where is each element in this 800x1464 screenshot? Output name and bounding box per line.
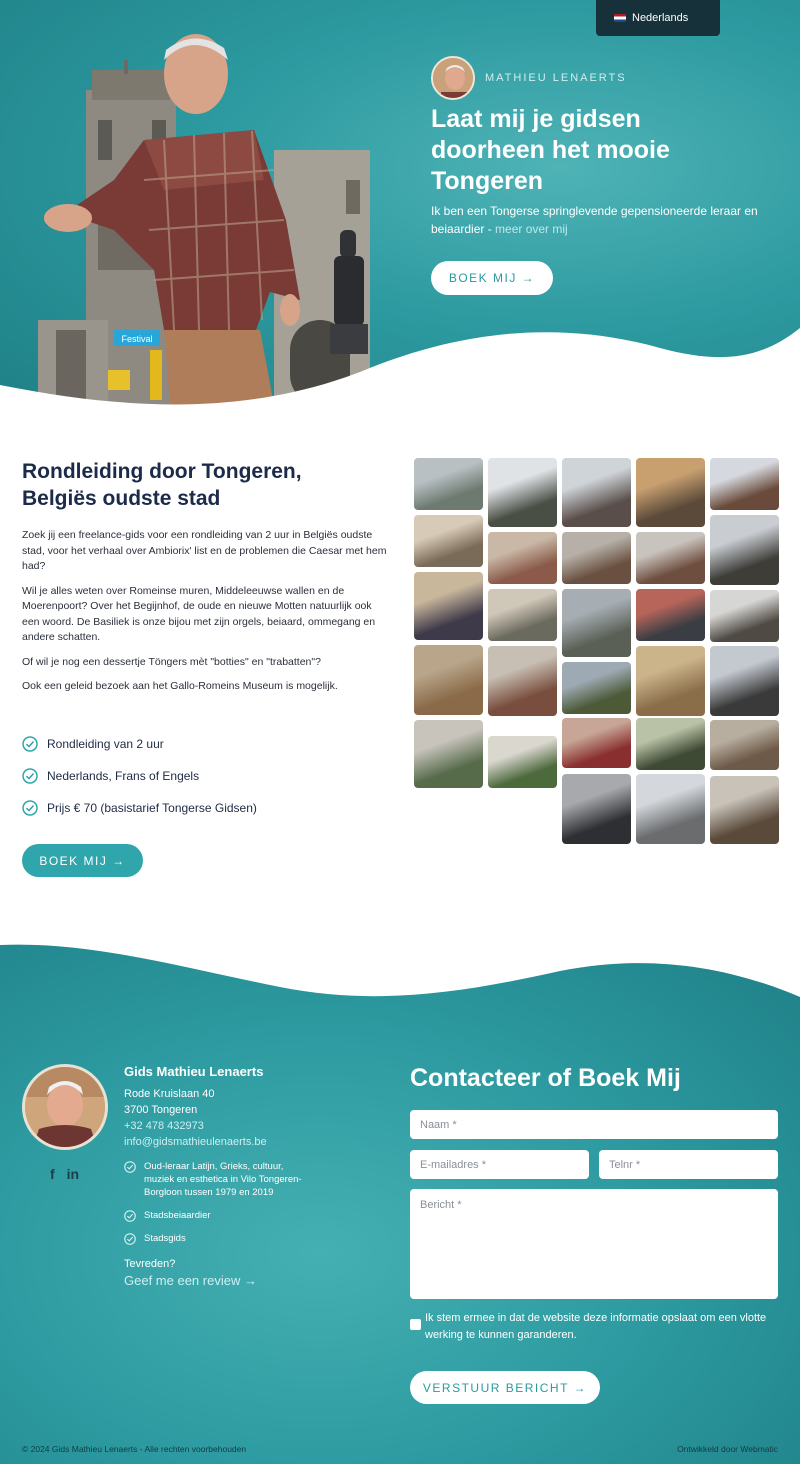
- phone-input[interactable]: [599, 1150, 778, 1179]
- check-circle-icon: [22, 736, 38, 752]
- feature-label: Prijs € 70 (basistarief Tongerse Gidsen): [47, 801, 257, 815]
- gallery-photo[interactable]: [488, 532, 557, 584]
- gallery-photo[interactable]: [636, 718, 705, 770]
- hero-section: [0, 0, 800, 420]
- credential-label: Stadsgids: [144, 1233, 186, 1244]
- gallery-photo[interactable]: [636, 458, 705, 527]
- linkedin-icon[interactable]: in: [66, 1166, 80, 1182]
- feature-item: [22, 792, 257, 824]
- hero-book-button[interactable]: BOEK MIJ →: [431, 261, 553, 295]
- credential-item: [124, 1209, 314, 1222]
- guide-name: Gids Mathieu Lenaerts: [124, 1064, 264, 1079]
- tour-paragraph: Ook een geleid bezoek aan het Gallo-Romeins Museum is mogelijk.: [22, 680, 338, 692]
- gallery-photo[interactable]: [636, 774, 705, 844]
- tour-paragraph: Wil je alles weten over Romeinse muren, Middeleeuwse wallen en de Moerenpoort? Over het Begijnhof, de oude en nieuwe Motten natuurlijk ook een woord. De Basiliek is onze bijou met zijn orgels, beiaard, ommegang en andere schatten.: [22, 584, 376, 643]
- language-switcher[interactable]: [596, 0, 720, 36]
- gallery-photo[interactable]: [710, 515, 779, 585]
- gallery-photo[interactable]: [488, 736, 557, 788]
- check-circle-icon: [124, 1233, 136, 1245]
- gallery-photo[interactable]: [414, 572, 483, 640]
- tour-description: [22, 528, 392, 704]
- gallery-photo[interactable]: [710, 646, 779, 716]
- gallery-photo[interactable]: [414, 515, 483, 567]
- gallery-photo[interactable]: [636, 532, 705, 584]
- check-circle-icon: [22, 768, 38, 784]
- tour-paragraph: Zoek jij een freelance-gids voor een rondleiding van 2 uur in Belgiës oudste stad, voor het verhaal over Ambiorix' list en de problemen die Caesar met hem had?: [22, 529, 387, 572]
- photo-gallery: [414, 458, 780, 848]
- hero-title: Laat mij je gidsen doorheen het mooie Tongeren: [431, 105, 670, 195]
- contact-form-title: Contacteer of Boek Mij: [410, 1064, 681, 1092]
- credential-label: Stadsbeiaardier: [144, 1210, 211, 1221]
- gallery-photo[interactable]: [710, 590, 779, 642]
- check-circle-icon: [124, 1210, 136, 1222]
- credential-item: [124, 1160, 314, 1199]
- facebook-icon[interactable]: f: [50, 1166, 55, 1182]
- feature-label: Nederlands, Frans of Engels: [47, 769, 200, 783]
- language-label: Nederlands: [632, 12, 689, 24]
- phone-link[interactable]: +32 478 432973: [124, 1120, 204, 1132]
- review-question: Tevreden?: [124, 1258, 176, 1270]
- email-link[interactable]: info@gidsmathieulenaerts.be: [124, 1136, 267, 1148]
- submit-button[interactable]: VERSTUUR BERICHT →: [410, 1371, 600, 1404]
- tour-title: Rondleiding door Tongeren, Belgiës oudste stad: [22, 460, 302, 510]
- gallery-photo[interactable]: [562, 774, 631, 844]
- gallery-photo[interactable]: [488, 458, 557, 527]
- gallery-photo[interactable]: [488, 589, 557, 641]
- consent-label: Ik stem ermee in dat de website deze informatie opslaat om een vlotte werking te kunnen garanderen.: [425, 1312, 767, 1341]
- gallery-photo[interactable]: [562, 589, 631, 657]
- review-link[interactable]: Geef me een review →: [124, 1273, 257, 1288]
- credential-label: Oud-leraar Latijn, Grieks, cultuur, muziek en esthetica in Vilo Tongeren-Borgloon tussen 1979 en 2019: [144, 1161, 302, 1198]
- feature-item: [22, 760, 257, 792]
- guide-address: [124, 1086, 267, 1150]
- consent-row: [410, 1310, 780, 1344]
- developer-credit[interactable]: Ontwikkeld door Webmatic: [677, 1444, 778, 1454]
- gallery-photo[interactable]: [562, 662, 631, 714]
- author-avatar: [431, 56, 475, 100]
- feature-label: Rondleiding van 2 uur: [47, 737, 164, 751]
- gallery-photo[interactable]: [414, 645, 483, 715]
- about-me-link[interactable]: meer over mij: [495, 222, 568, 236]
- gallery-photo[interactable]: [710, 720, 779, 770]
- tour-paragraph: Of wil je nog een dessertje Töngers mèt "botties" en "trabatten"?: [22, 655, 321, 668]
- hero-author-name: MATHIEU LENAERTS: [485, 72, 627, 84]
- hero-subtitle: [431, 202, 771, 238]
- festival-banner-text: Festival: [121, 334, 153, 344]
- address-city: 3700 Tongeren: [124, 1104, 198, 1116]
- dutch-flag-icon: [614, 14, 626, 22]
- email-input[interactable]: [410, 1150, 589, 1179]
- copyright: © 2024 Gids Mathieu Lenaerts - Alle rechten voorbehouden: [22, 1444, 247, 1454]
- hero-author: [431, 56, 627, 100]
- gallery-photo[interactable]: [710, 458, 779, 510]
- consent-checkbox[interactable]: [410, 1319, 421, 1330]
- address-street: Rode Kruislaan 40: [124, 1088, 215, 1100]
- hero-subtitle-text: Ik ben een Tongerse springlevende gepensioneerde leraar en beiaardier -: [431, 204, 758, 236]
- contact-wave: [0, 935, 800, 1015]
- gallery-photo[interactable]: [562, 532, 631, 584]
- gallery-photo[interactable]: [488, 646, 557, 716]
- gallery-photo[interactable]: [562, 718, 631, 768]
- tour-book-button[interactable]: BOEK MIJ →: [22, 844, 143, 877]
- credentials-list: [124, 1160, 314, 1255]
- guide-avatar: [22, 1064, 108, 1150]
- gallery-photo[interactable]: [562, 458, 631, 527]
- name-input[interactable]: [410, 1110, 778, 1139]
- gallery-photo[interactable]: [414, 720, 483, 788]
- feature-item: [22, 728, 257, 760]
- gallery-photo[interactable]: [414, 458, 483, 510]
- message-textarea[interactable]: [410, 1189, 778, 1299]
- credential-item: [124, 1232, 314, 1245]
- gallery-photo[interactable]: [636, 589, 705, 641]
- hero-wave: [0, 300, 800, 420]
- check-circle-icon: [22, 800, 38, 816]
- tour-features: [22, 728, 257, 824]
- gallery-photo[interactable]: [710, 776, 779, 844]
- gallery-photo[interactable]: [636, 646, 705, 716]
- check-circle-icon: [124, 1161, 136, 1173]
- social-links: [50, 1166, 79, 1182]
